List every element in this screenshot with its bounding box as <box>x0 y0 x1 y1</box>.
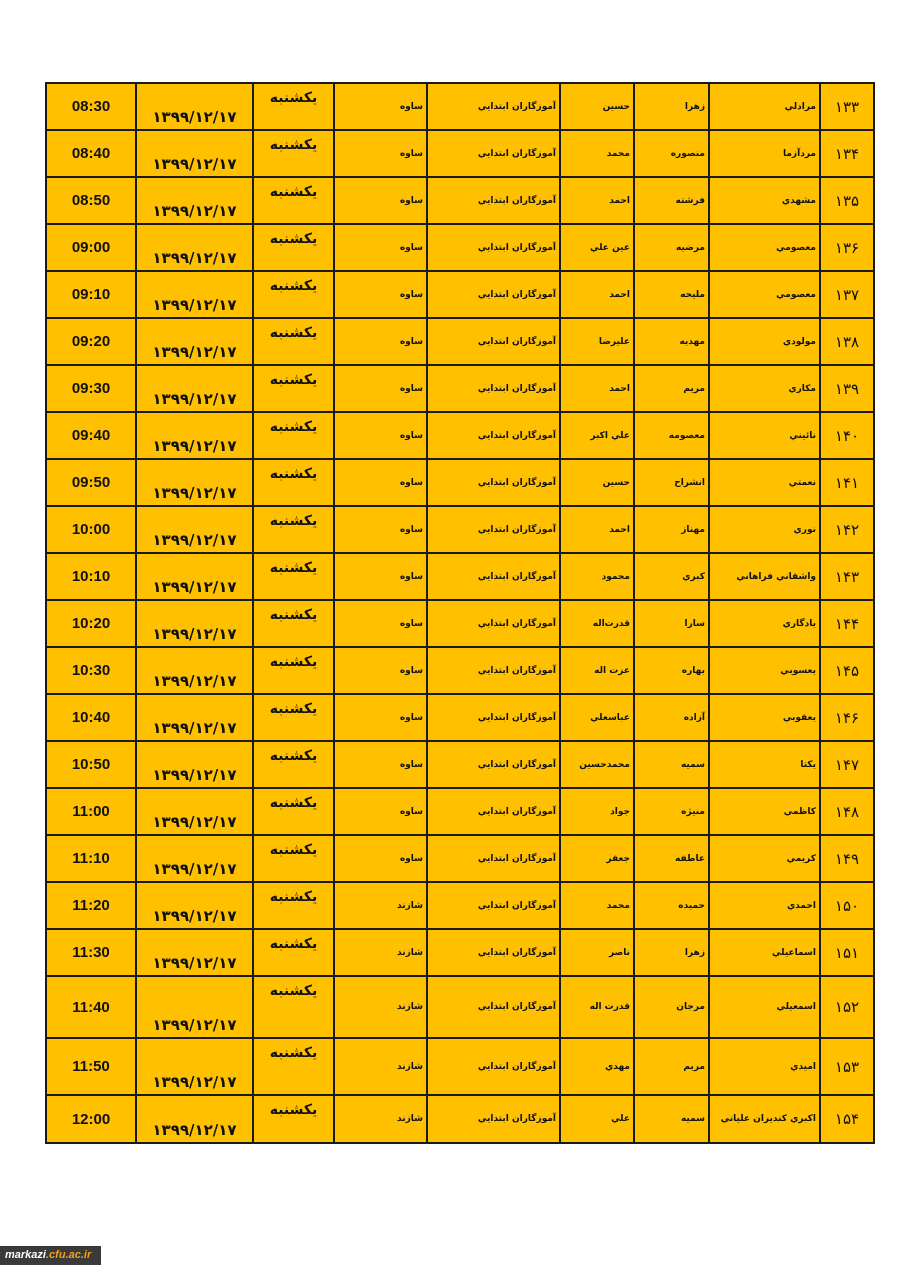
table-row <box>46 365 874 412</box>
first-name-cell: فرشته <box>634 177 709 224</box>
day-cell: يكشنبه <box>253 365 334 412</box>
table-row <box>46 694 874 741</box>
time-cell: 09:10 <box>46 271 136 318</box>
day-cell: يكشنبه <box>253 83 334 130</box>
table-body <box>46 83 874 1143</box>
city-cell: شازند <box>334 1095 427 1143</box>
row-number-cell: ۱۴۵ <box>820 647 874 694</box>
last-name-cell: احمدي <box>709 882 820 929</box>
group-cell: آموزگاران ابتدايي <box>427 412 560 459</box>
time-cell: 10:50 <box>46 741 136 788</box>
table-row <box>46 224 874 271</box>
row-number-cell: ۱۳۷ <box>820 271 874 318</box>
date-cell: ۱۳۹۹/۱۲/۱۷ <box>136 600 253 647</box>
city-cell: ساوه <box>334 459 427 506</box>
group-cell: آموزگاران ابتدايي <box>427 318 560 365</box>
first-name-cell: زهرا <box>634 83 709 130</box>
table-row <box>46 929 874 976</box>
first-name-cell: زهرا <box>634 929 709 976</box>
father-name-cell: احمد <box>560 506 634 553</box>
group-cell: آموزگاران ابتدايي <box>427 694 560 741</box>
city-cell: ساوه <box>334 365 427 412</box>
day-cell: يكشنبه <box>253 224 334 271</box>
table-row <box>46 130 874 177</box>
date-cell: ۱۳۹۹/۱۲/۱۷ <box>136 1095 253 1143</box>
first-name-cell: مرجان <box>634 976 709 1038</box>
city-cell: ساوه <box>334 506 427 553</box>
first-name-cell: سميه <box>634 741 709 788</box>
city-cell: ساوه <box>334 553 427 600</box>
father-name-cell: محمود <box>560 553 634 600</box>
first-name-cell: مليحه <box>634 271 709 318</box>
father-name-cell: احمد <box>560 271 634 318</box>
city-cell: ساوه <box>334 600 427 647</box>
time-cell: 10:00 <box>46 506 136 553</box>
day-cell: يكشنبه <box>253 1038 334 1095</box>
day-cell: يكشنبه <box>253 600 334 647</box>
group-cell: آموزگاران ابتدايي <box>427 365 560 412</box>
time-cell: 09:40 <box>46 412 136 459</box>
date-cell: ۱۳۹۹/۱۲/۱۷ <box>136 506 253 553</box>
group-cell: آموزگاران ابتدايي <box>427 271 560 318</box>
last-name-cell: يكتا <box>709 741 820 788</box>
last-name-cell: مكاري <box>709 365 820 412</box>
site-watermark <box>0 1246 101 1265</box>
date-cell: ۱۳۹۹/۱۲/۱۷ <box>136 835 253 882</box>
first-name-cell: حميده <box>634 882 709 929</box>
last-name-cell: معصومي <box>709 271 820 318</box>
father-name-cell: حسين <box>560 83 634 130</box>
day-cell: يكشنبه <box>253 318 334 365</box>
last-name-cell: يعسوبي <box>709 647 820 694</box>
row-number-cell: ۱۳۵ <box>820 177 874 224</box>
table-row <box>46 553 874 600</box>
time-cell: 09:20 <box>46 318 136 365</box>
day-cell: يكشنبه <box>253 694 334 741</box>
table-row <box>46 318 874 365</box>
father-name-cell: جواد <box>560 788 634 835</box>
date-cell: ۱۳۹۹/۱۲/۱۷ <box>136 694 253 741</box>
group-cell: آموزگاران ابتدايي <box>427 1095 560 1143</box>
last-name-cell: اسمعيلي <box>709 976 820 1038</box>
city-cell: ساوه <box>334 224 427 271</box>
table-row <box>46 741 874 788</box>
first-name-cell: انشراح <box>634 459 709 506</box>
row-number-cell: ۱۳۶ <box>820 224 874 271</box>
time-cell: 10:30 <box>46 647 136 694</box>
time-cell: 08:40 <box>46 130 136 177</box>
exam-schedule-table <box>45 82 875 1144</box>
time-cell: 09:50 <box>46 459 136 506</box>
father-name-cell: محمدحسين <box>560 741 634 788</box>
date-cell: ۱۳۹۹/۱۲/۱۷ <box>136 459 253 506</box>
first-name-cell: عاطفه <box>634 835 709 882</box>
date-cell: ۱۳۹۹/۱۲/۱۷ <box>136 1038 253 1095</box>
schedule-table-container <box>45 82 873 1144</box>
last-name-cell: مردآزما <box>709 130 820 177</box>
day-cell: يكشنبه <box>253 177 334 224</box>
city-cell: ساوه <box>334 271 427 318</box>
first-name-cell: سارا <box>634 600 709 647</box>
first-name-cell: معصومه <box>634 412 709 459</box>
last-name-cell: نوري <box>709 506 820 553</box>
day-cell: يكشنبه <box>253 741 334 788</box>
day-cell: يكشنبه <box>253 835 334 882</box>
table-row <box>46 83 874 130</box>
last-name-cell: كريمي <box>709 835 820 882</box>
day-cell: يكشنبه <box>253 271 334 318</box>
row-number-cell: ۱۴۰ <box>820 412 874 459</box>
first-name-cell: بهاره <box>634 647 709 694</box>
city-cell: شازند <box>334 1038 427 1095</box>
day-cell: يكشنبه <box>253 459 334 506</box>
date-cell: ۱۳۹۹/۱۲/۱۷ <box>136 271 253 318</box>
day-cell: يكشنبه <box>253 553 334 600</box>
time-cell: 12:00 <box>46 1095 136 1143</box>
last-name-cell: اميدي <box>709 1038 820 1095</box>
time-cell: 11:40 <box>46 976 136 1038</box>
table-row <box>46 271 874 318</box>
row-number-cell: ۱۳۳ <box>820 83 874 130</box>
city-cell: ساوه <box>334 741 427 788</box>
last-name-cell: نائيني <box>709 412 820 459</box>
father-name-cell: عين علي <box>560 224 634 271</box>
date-cell: ۱۳۹۹/۱۲/۱۷ <box>136 929 253 976</box>
first-name-cell: مهديه <box>634 318 709 365</box>
first-name-cell: آزاده <box>634 694 709 741</box>
group-cell: آموزگاران ابتدايي <box>427 553 560 600</box>
father-name-cell: علي <box>560 1095 634 1143</box>
last-name-cell: مرادلي <box>709 83 820 130</box>
city-cell: ساوه <box>334 412 427 459</box>
first-name-cell: مرضيه <box>634 224 709 271</box>
city-cell: ساوه <box>334 130 427 177</box>
table-row <box>46 506 874 553</box>
date-cell: ۱۳۹۹/۱۲/۱۷ <box>136 553 253 600</box>
last-name-cell: واشقاني فراهاني <box>709 553 820 600</box>
table-row <box>46 1095 874 1143</box>
city-cell: ساوه <box>334 177 427 224</box>
father-name-cell: علي اكبر <box>560 412 634 459</box>
group-cell: آموزگاران ابتدايي <box>427 976 560 1038</box>
group-cell: آموزگاران ابتدايي <box>427 83 560 130</box>
row-number-cell: ۱۴۸ <box>820 788 874 835</box>
table-row <box>46 976 874 1038</box>
watermark-accent: .cfu.ac.ir <box>45 1249 92 1261</box>
first-name-cell: مريم <box>634 365 709 412</box>
date-cell: ۱۳۹۹/۱۲/۱۷ <box>136 318 253 365</box>
group-cell: آموزگاران ابتدايي <box>427 1038 560 1095</box>
date-cell: ۱۳۹۹/۱۲/۱۷ <box>136 647 253 694</box>
group-cell: آموزگاران ابتدايي <box>427 647 560 694</box>
time-cell: 10:10 <box>46 553 136 600</box>
table-row <box>46 600 874 647</box>
row-number-cell: ۱۵۴ <box>820 1095 874 1143</box>
city-cell: شازند <box>334 929 427 976</box>
group-cell: آموزگاران ابتدايي <box>427 600 560 647</box>
city-cell: ساوه <box>334 83 427 130</box>
time-cell: 08:30 <box>46 83 136 130</box>
father-name-cell: عليرضا <box>560 318 634 365</box>
day-cell: يكشنبه <box>253 976 334 1038</box>
row-number-cell: ۱۵۱ <box>820 929 874 976</box>
date-cell: ۱۳۹۹/۱۲/۱۷ <box>136 177 253 224</box>
city-cell: شازند <box>334 882 427 929</box>
row-number-cell: ۱۳۹ <box>820 365 874 412</box>
day-cell: يكشنبه <box>253 1095 334 1143</box>
last-name-cell: نعمتي <box>709 459 820 506</box>
first-name-cell: سميه <box>634 1095 709 1143</box>
row-number-cell: ۱۳۸ <box>820 318 874 365</box>
time-cell: 10:20 <box>46 600 136 647</box>
row-number-cell: ۱۴۶ <box>820 694 874 741</box>
watermark-main: markazi <box>5 1249 46 1261</box>
row-number-cell: ۱۴۷ <box>820 741 874 788</box>
father-name-cell: عزت اله <box>560 647 634 694</box>
row-number-cell: ۱۵۲ <box>820 976 874 1038</box>
day-cell: يكشنبه <box>253 647 334 694</box>
row-number-cell: ۱۴۱ <box>820 459 874 506</box>
group-cell: آموزگاران ابتدايي <box>427 224 560 271</box>
table-row <box>46 882 874 929</box>
table-row <box>46 1038 874 1095</box>
time-cell: 11:10 <box>46 835 136 882</box>
last-name-cell: مولودي <box>709 318 820 365</box>
day-cell: يكشنبه <box>253 412 334 459</box>
date-cell: ۱۳۹۹/۱۲/۱۷ <box>136 130 253 177</box>
table-row <box>46 459 874 506</box>
group-cell: آموزگاران ابتدايي <box>427 130 560 177</box>
time-cell: 11:20 <box>46 882 136 929</box>
father-name-cell: حسين <box>560 459 634 506</box>
city-cell: شازند <box>334 976 427 1038</box>
last-name-cell: معصومي <box>709 224 820 271</box>
group-cell: آموزگاران ابتدايي <box>427 177 560 224</box>
table-row <box>46 412 874 459</box>
date-cell: ۱۳۹۹/۱۲/۱۷ <box>136 83 253 130</box>
last-name-cell: كاظمي <box>709 788 820 835</box>
city-cell: ساوه <box>334 835 427 882</box>
day-cell: يكشنبه <box>253 506 334 553</box>
father-name-cell: احمد <box>560 365 634 412</box>
group-cell: آموزگاران ابتدايي <box>427 882 560 929</box>
last-name-cell: اكبري كنديران علياني <box>709 1095 820 1143</box>
date-cell: ۱۳۹۹/۱۲/۱۷ <box>136 741 253 788</box>
city-cell: ساوه <box>334 694 427 741</box>
first-name-cell: كبري <box>634 553 709 600</box>
time-cell: 11:30 <box>46 929 136 976</box>
father-name-cell: مهدي <box>560 1038 634 1095</box>
group-cell: آموزگاران ابتدايي <box>427 506 560 553</box>
first-name-cell: مريم <box>634 1038 709 1095</box>
father-name-cell: قدرت اله <box>560 976 634 1038</box>
group-cell: آموزگاران ابتدايي <box>427 788 560 835</box>
day-cell: يكشنبه <box>253 130 334 177</box>
day-cell: يكشنبه <box>253 929 334 976</box>
date-cell: ۱۳۹۹/۱۲/۱۷ <box>136 788 253 835</box>
time-cell: 10:40 <box>46 694 136 741</box>
row-number-cell: ۱۵۳ <box>820 1038 874 1095</box>
father-name-cell: محمد <box>560 130 634 177</box>
father-name-cell: عباسعلي <box>560 694 634 741</box>
row-number-cell: ۱۴۳ <box>820 553 874 600</box>
city-cell: ساوه <box>334 318 427 365</box>
date-cell: ۱۳۹۹/۱۲/۱۷ <box>136 224 253 271</box>
first-name-cell: منيژه <box>634 788 709 835</box>
time-cell: 09:30 <box>46 365 136 412</box>
father-name-cell: ناصر <box>560 929 634 976</box>
first-name-cell: مهناز <box>634 506 709 553</box>
city-cell: ساوه <box>334 788 427 835</box>
group-cell: آموزگاران ابتدايي <box>427 835 560 882</box>
day-cell: يكشنبه <box>253 788 334 835</box>
row-number-cell: ۱۴۹ <box>820 835 874 882</box>
time-cell: 09:00 <box>46 224 136 271</box>
row-number-cell: ۱۴۲ <box>820 506 874 553</box>
date-cell: ۱۳۹۹/۱۲/۱۷ <box>136 365 253 412</box>
first-name-cell: منصوره <box>634 130 709 177</box>
group-cell: آموزگاران ابتدايي <box>427 929 560 976</box>
group-cell: آموزگاران ابتدايي <box>427 741 560 788</box>
group-cell: آموزگاران ابتدايي <box>427 459 560 506</box>
last-name-cell: مشهدي <box>709 177 820 224</box>
date-cell: ۱۳۹۹/۱۲/۱۷ <box>136 412 253 459</box>
time-cell: 08:50 <box>46 177 136 224</box>
father-name-cell: محمد <box>560 882 634 929</box>
day-cell: يكشنبه <box>253 882 334 929</box>
row-number-cell: ۱۵۰ <box>820 882 874 929</box>
date-cell: ۱۳۹۹/۱۲/۱۷ <box>136 882 253 929</box>
last-name-cell: يادگاري <box>709 600 820 647</box>
date-cell: ۱۳۹۹/۱۲/۱۷ <box>136 976 253 1038</box>
father-name-cell: جعفر <box>560 835 634 882</box>
table-row <box>46 835 874 882</box>
city-cell: ساوه <box>334 647 427 694</box>
father-name-cell: احمد <box>560 177 634 224</box>
table-row <box>46 177 874 224</box>
row-number-cell: ۱۴۴ <box>820 600 874 647</box>
father-name-cell: قدرت‌اله <box>560 600 634 647</box>
table-row <box>46 788 874 835</box>
last-name-cell: اسماعيلي <box>709 929 820 976</box>
time-cell: 11:00 <box>46 788 136 835</box>
table-row <box>46 647 874 694</box>
row-number-cell: ۱۳۴ <box>820 130 874 177</box>
time-cell: 11:50 <box>46 1038 136 1095</box>
last-name-cell: يعقوبي <box>709 694 820 741</box>
